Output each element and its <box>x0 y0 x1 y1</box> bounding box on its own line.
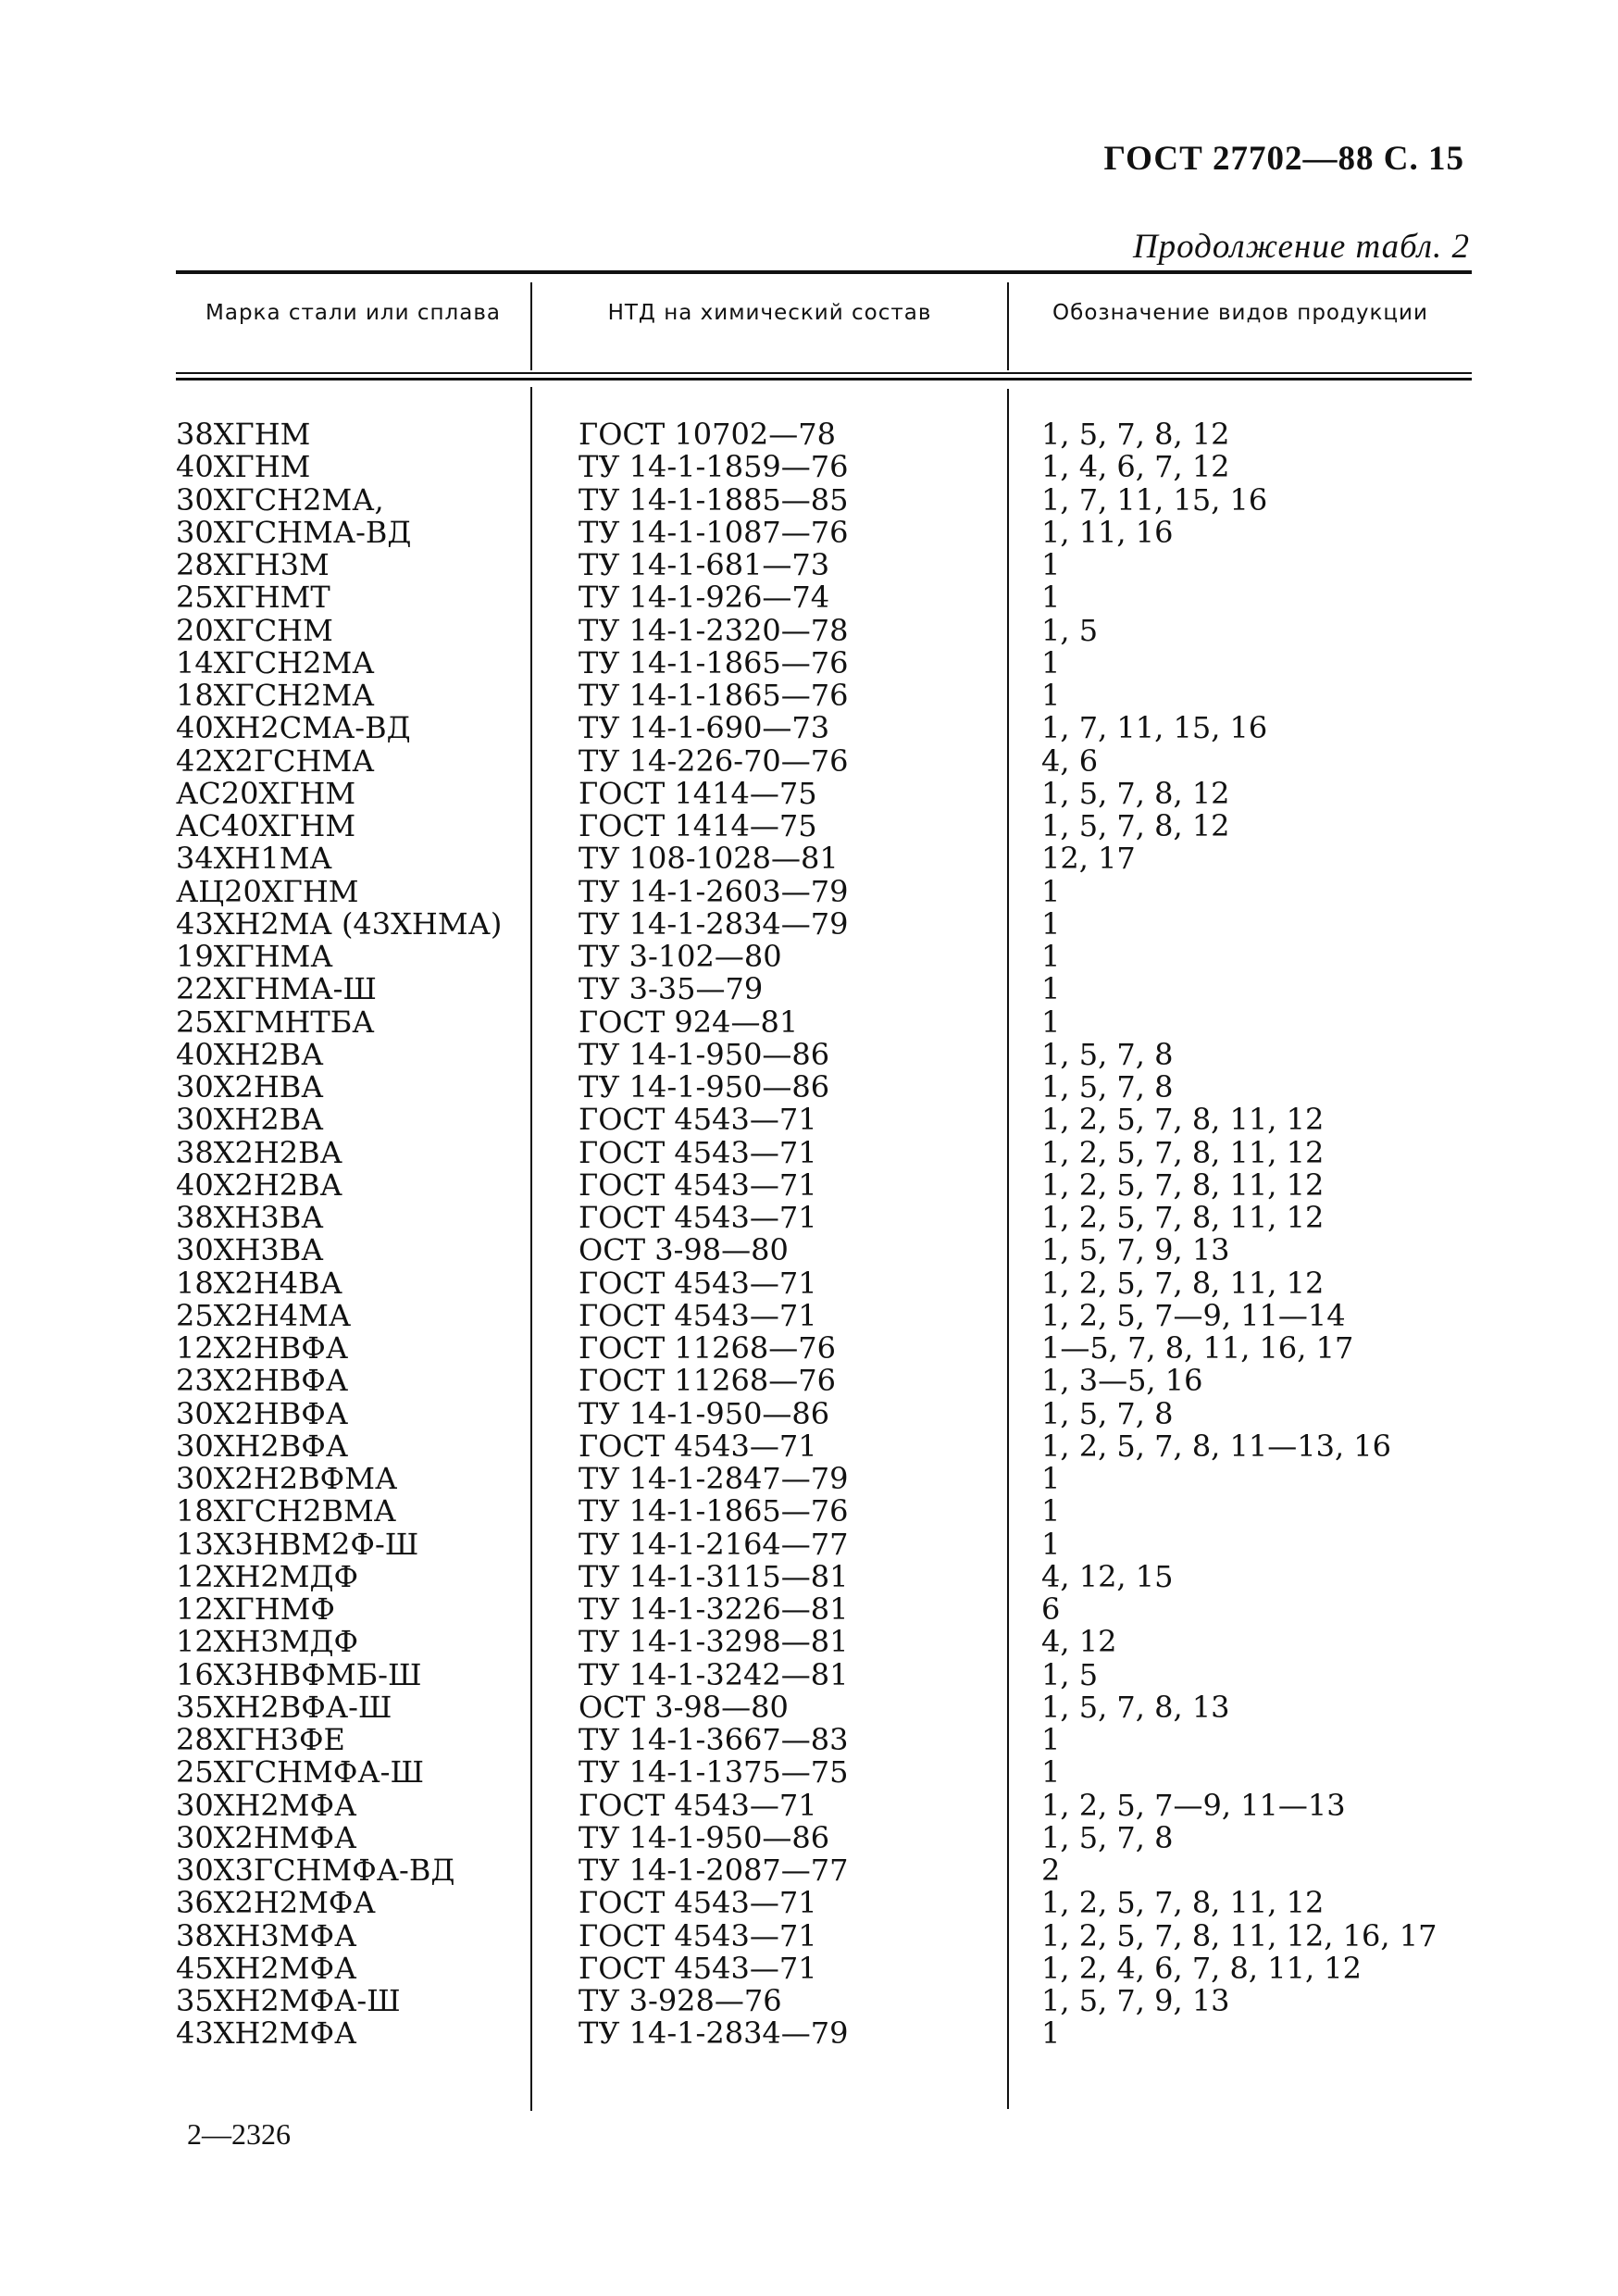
products-cell: 1, 2, 5, 7, 8, 11, 12 <box>1041 1102 1325 1138</box>
products-cell: 1, 7, 11, 15, 16 <box>1041 710 1268 746</box>
table-row <box>176 481 1472 518</box>
products-cell: 1—5, 7, 8, 11, 16, 17 <box>1041 1330 1354 1366</box>
ntd-cell: ТУ 14-1-1859—76 <box>579 449 849 485</box>
products-cell: 1, 5, 7, 8 <box>1041 1819 1174 1855</box>
table-row <box>176 1985 1472 2017</box>
table-row <box>176 1787 1472 1823</box>
table-row <box>176 1071 1472 1104</box>
products-cell: 1, 5, 7, 8 <box>1041 1069 1174 1104</box>
grade-cell: 30ХН2МФА <box>176 1787 357 1823</box>
table-body <box>176 418 1472 2051</box>
products-cell: 1, 2, 5, 7, 8, 11, 12 <box>1041 1200 1325 1235</box>
table-row <box>176 1691 1472 1724</box>
products-cell: 4, 6 <box>1041 742 1099 779</box>
ntd-cell: ГОСТ 1414—75 <box>579 808 817 843</box>
table-row <box>176 1887 1472 1919</box>
products-cell: 1, 2, 5, 7—9, 11—14 <box>1041 1297 1346 1333</box>
products-cell: 1, 7, 11, 15, 16 <box>1041 481 1268 518</box>
products-cell: 1 <box>1041 1754 1061 1791</box>
ntd-cell: ГОСТ 4543—71 <box>579 1917 817 1953</box>
ntd-cell: ТУ 14-1-690—73 <box>579 710 830 746</box>
ntd-cell: ТУ 14-1-926—74 <box>579 580 830 616</box>
table-row <box>176 1463 1472 1495</box>
ntd-cell: ГОСТ 10702—78 <box>579 417 836 452</box>
table-row <box>176 775 1472 811</box>
table-top-rule <box>176 270 1472 274</box>
column-header-products: Обозначение видов продукции <box>1052 301 1428 325</box>
grade-cell: 23Х2НВФА <box>176 1363 349 1399</box>
products-cell: 1, 5, 7, 9, 13 <box>1041 1232 1230 1268</box>
grade-cell: 40ХГНМ <box>176 449 311 485</box>
grade-cell: 35ХН2МФА-Ш <box>176 1983 401 2018</box>
table-row <box>176 1169 1472 1202</box>
ntd-cell: ТУ 14-1-2164—77 <box>579 1526 849 1562</box>
products-cell: 1 <box>1041 939 1061 974</box>
table-row <box>176 1036 1472 1072</box>
ntd-cell: ТУ 14-1-3298—81 <box>579 1624 849 1660</box>
table-row <box>176 680 1472 712</box>
products-cell: 1 <box>1041 580 1061 616</box>
table-row <box>176 1854 1472 1887</box>
table-row <box>176 1626 1472 1658</box>
ntd-cell: ТУ 14-1-2603—79 <box>579 873 849 909</box>
table-row <box>176 1950 1472 1986</box>
grade-cell: 18ХГСН2ВМА <box>176 1493 396 1529</box>
table-row <box>176 549 1472 581</box>
table-row <box>176 1756 1472 1789</box>
ntd-cell: ГОСТ 4543—71 <box>579 1134 817 1170</box>
products-cell: 1 <box>1041 1526 1061 1562</box>
table-row <box>176 1006 1472 1039</box>
grade-cell: 12Х2НВФА <box>176 1330 349 1366</box>
grade-cell: 16Х3НВФМБ-Ш <box>176 1656 422 1692</box>
products-cell: 1, 5, 7, 8, 12 <box>1041 808 1230 843</box>
column-header-ntd: НТД на химический состав <box>607 301 932 325</box>
products-cell: 1, 2, 5, 7, 8, 11, 12 <box>1041 1885 1325 1921</box>
table-row <box>176 941 1472 973</box>
header-double-rule <box>176 378 1472 381</box>
ntd-cell: ОСТ 3-98—80 <box>579 1232 789 1268</box>
ntd-cell: ТУ 14-1-1865—76 <box>579 644 849 680</box>
grade-cell: АЦ20ХГНМ <box>176 873 359 909</box>
ntd-cell: ГОСТ 4543—71 <box>579 1265 817 1301</box>
standard-reference: ГОСТ 27702—88 С. 15 <box>1103 140 1464 178</box>
table-row <box>176 1104 1472 1136</box>
ntd-cell: ТУ 14-1-681—73 <box>579 547 830 582</box>
grade-cell: 35ХН2ВФА-Ш <box>176 1689 392 1725</box>
products-cell: 6 <box>1041 1591 1061 1627</box>
table-row <box>176 1430 1472 1463</box>
products-cell: 1 <box>1041 1004 1061 1040</box>
grade-cell: 30Х3ГСНМФА-ВД <box>176 1853 455 1888</box>
products-cell: 2 <box>1041 1853 1061 1888</box>
products-cell: 1, 11, 16 <box>1041 514 1174 550</box>
grade-cell: 30ХН2ВФА <box>176 1428 349 1464</box>
steel-grades-table <box>176 268 1472 2111</box>
ntd-cell: ТУ 14-1-2834—79 <box>579 905 849 942</box>
table-row <box>176 1495 1472 1528</box>
table-row <box>176 1365 1472 1397</box>
table-row <box>176 973 1472 1005</box>
page-footer-ref: 2—2326 <box>187 2117 291 2151</box>
ntd-cell: ГОСТ 4543—71 <box>579 1102 817 1138</box>
ntd-cell: ТУ 14-1-3667—83 <box>579 1722 849 1757</box>
column-divider <box>1007 282 1009 370</box>
table-row <box>176 1332 1472 1365</box>
grade-cell: 30ХГСНМА-ВД <box>176 514 412 550</box>
ntd-cell: ГОСТ 11268—76 <box>579 1330 836 1366</box>
grade-cell: 12ХН3МДФ <box>176 1624 359 1660</box>
ntd-cell: ТУ 14-1-3115—81 <box>579 1558 849 1594</box>
products-cell: 1, 2, 5, 7, 8, 11, 12, 16, 17 <box>1041 1917 1438 1953</box>
products-cell: 1, 4, 6, 7, 12 <box>1041 449 1230 485</box>
ntd-cell: ТУ 14-226-70—76 <box>579 742 849 779</box>
products-cell: 1, 5, 7, 8, 12 <box>1041 775 1230 811</box>
table-row <box>176 1558 1472 1594</box>
ntd-cell: ГОСТ 4543—71 <box>579 1200 817 1235</box>
table-row <box>176 418 1472 451</box>
ntd-cell: ТУ 3-35—79 <box>579 971 764 1007</box>
ntd-cell: ТУ 14-1-3242—81 <box>579 1656 849 1692</box>
table-row <box>176 1819 1472 1855</box>
grade-cell: 12ХН2МДФ <box>176 1558 359 1594</box>
grade-cell: 30Х2Н2ВФМА <box>176 1461 398 1496</box>
ntd-cell: ГОСТ 4543—71 <box>579 1950 817 1986</box>
grade-cell: 28ХГН3ФЕ <box>176 1722 345 1757</box>
ntd-cell: ГОСТ 4543—71 <box>579 1428 817 1464</box>
table-row <box>176 1134 1472 1170</box>
products-cell: 12, 17 <box>1041 841 1136 877</box>
products-cell: 1, 5, 7, 8 <box>1041 1395 1174 1431</box>
ntd-cell: ТУ 14-1-1087—76 <box>579 514 849 550</box>
table-row <box>176 1724 1472 1756</box>
grade-cell: АС20ХГНМ <box>176 775 356 811</box>
grade-cell: 18ХГСН2МА <box>176 678 375 713</box>
products-cell: 1, 3—5, 16 <box>1041 1363 1203 1399</box>
ntd-cell: ТУ 14-1-950—86 <box>579 1395 830 1431</box>
grade-cell: 25ХГНМТ <box>176 580 330 616</box>
table-row <box>176 612 1472 648</box>
ntd-cell: ТУ 14-1-2087—77 <box>579 1853 849 1888</box>
products-cell: 1, 2, 4, 6, 7, 8, 11, 12 <box>1041 1950 1362 1986</box>
ntd-cell: ТУ 3-928—76 <box>579 1983 782 2018</box>
grade-cell: 34ХН1МА <box>176 841 332 877</box>
grade-cell: 38ХН3МФА <box>176 1917 357 1953</box>
grade-cell: 45ХН2МФА <box>176 1950 357 1986</box>
table-row <box>176 2017 1472 2050</box>
products-cell: 1, 5, 7, 9, 13 <box>1041 1983 1230 2018</box>
products-cell: 1, 2, 5, 7, 8, 11, 12 <box>1041 1265 1325 1301</box>
grade-cell: 18Х2Н4ВА <box>176 1265 342 1301</box>
ntd-cell: ТУ 14-1-2847—79 <box>579 1461 849 1496</box>
products-cell: 1 <box>1041 971 1061 1007</box>
products-cell: 1 <box>1041 2015 1061 2052</box>
ntd-cell: ГОСТ 4543—71 <box>579 1787 817 1823</box>
grade-cell: 14ХГСН2МА <box>176 644 375 680</box>
table-row <box>176 742 1472 779</box>
ntd-cell: ТУ 14-1-2320—78 <box>579 612 849 648</box>
products-cell: 1, 5, 7, 8, 13 <box>1041 1689 1230 1725</box>
ntd-cell: ГОСТ 11268—76 <box>579 1363 836 1399</box>
table-row <box>176 1234 1472 1267</box>
table-row <box>176 1917 1472 1953</box>
ntd-cell: ГОСТ 4543—71 <box>579 1167 817 1203</box>
products-cell: 1, 5, 7, 8 <box>1041 1036 1174 1072</box>
ntd-cell: ГОСТ 4543—71 <box>579 1885 817 1921</box>
products-cell: 1 <box>1041 1722 1061 1757</box>
grade-cell: 25Х2Н4МА <box>176 1297 352 1333</box>
grade-cell: 40ХН2ВА <box>176 1036 324 1072</box>
grade-cell: 25ХГСНМФА-Ш <box>176 1754 424 1791</box>
grade-cell: 22ХГНМА-Ш <box>176 971 377 1007</box>
grade-cell: 20ХГСНМ <box>176 612 333 648</box>
grade-cell: АС40ХГНМ <box>176 808 356 843</box>
ntd-cell: ОСТ 3-98—80 <box>579 1689 789 1725</box>
column-divider <box>530 282 532 370</box>
table-row <box>176 905 1472 942</box>
grade-cell: 30ХН3ВА <box>176 1232 324 1268</box>
grade-cell: 30ХН2ВА <box>176 1102 324 1138</box>
products-cell: 1, 5 <box>1041 1656 1099 1692</box>
table-row <box>176 451 1472 483</box>
column-header-grade: Марка стали или сплава <box>205 301 501 325</box>
ntd-cell: ТУ 14-1-950—86 <box>579 1036 830 1072</box>
ntd-cell: ГОСТ 1414—75 <box>579 775 817 811</box>
grade-cell: 38ХГНМ <box>176 417 311 452</box>
grade-cell: 43ХН2МА (43ХНМА) <box>176 905 503 942</box>
products-cell: 1 <box>1041 1461 1061 1496</box>
products-cell: 1 <box>1041 547 1061 582</box>
grade-cell: 40ХН2СМА-ВД <box>176 710 411 746</box>
table-row <box>176 644 1472 680</box>
grade-cell: 19ХГНМА <box>176 939 333 974</box>
grade-cell: 30ХГСН2МА, <box>176 481 384 518</box>
products-cell: 1, 2, 5, 7—9, 11—13 <box>1041 1787 1346 1823</box>
ntd-cell: ТУ 14-1-3226—81 <box>579 1591 849 1627</box>
ntd-cell: ТУ 14-1-1865—76 <box>579 678 849 713</box>
grade-cell: 12ХГНМФ <box>176 1591 335 1627</box>
ntd-cell: ГОСТ 4543—71 <box>579 1297 817 1333</box>
table-row <box>176 873 1472 909</box>
ntd-cell: ТУ 14-1-1375—75 <box>579 1754 849 1791</box>
grade-cell: 25ХГМНТБА <box>176 1004 375 1040</box>
table-row <box>176 1656 1472 1692</box>
ntd-cell: ТУ 14-1-2834—79 <box>579 2015 849 2052</box>
products-cell: 1, 2, 5, 7, 8, 11, 12 <box>1041 1167 1325 1203</box>
products-cell: 1 <box>1041 905 1061 942</box>
grade-cell: 40Х2Н2ВА <box>176 1167 342 1203</box>
grade-cell: 28ХГН3М <box>176 547 330 582</box>
ntd-cell: ТУ 14-1-950—86 <box>579 1819 830 1855</box>
ntd-cell: ТУ 14-1-950—86 <box>579 1069 830 1104</box>
table-row <box>176 1267 1472 1300</box>
products-cell: 1, 2, 5, 7, 8, 11—13, 16 <box>1041 1428 1392 1464</box>
table-row <box>176 514 1472 550</box>
products-cell: 1, 5, 7, 8, 12 <box>1041 417 1230 452</box>
products-cell: 1 <box>1041 1493 1061 1529</box>
grade-cell: 42Х2ГСНМА <box>176 742 375 779</box>
ntd-cell: ТУ 3-102—80 <box>579 939 782 974</box>
table-row <box>176 712 1472 744</box>
ntd-cell: ТУ 14-1-1865—76 <box>579 1493 849 1529</box>
header-double-rule <box>176 372 1472 374</box>
table-row <box>176 1593 1472 1626</box>
grade-cell: 38ХН3ВА <box>176 1200 324 1235</box>
products-cell: 4, 12 <box>1041 1624 1117 1660</box>
products-cell: 1 <box>1041 873 1061 909</box>
table-row <box>176 1526 1472 1562</box>
grade-cell: 30Х2НМФА <box>176 1819 357 1855</box>
grade-cell: 30Х2НВФА <box>176 1395 349 1431</box>
products-cell: 1, 5 <box>1041 612 1099 648</box>
table-row <box>176 810 1472 842</box>
grade-cell: 38Х2Н2ВА <box>176 1134 342 1170</box>
ntd-cell: ГОСТ 924—81 <box>579 1004 799 1040</box>
table-row <box>176 1297 1472 1333</box>
grade-cell: 13Х3НВМ2Ф-Ш <box>176 1526 419 1562</box>
products-cell: 4, 12, 15 <box>1041 1558 1174 1594</box>
table-row <box>176 1395 1472 1431</box>
table-row <box>176 1202 1472 1234</box>
ntd-cell: ТУ 14-1-1885—85 <box>579 481 849 518</box>
table-continuation-label: Продолжение табл. 2 <box>1132 228 1470 266</box>
grade-cell: 43ХН2МФА <box>176 2015 357 2052</box>
grade-cell: 30Х2НВА <box>176 1069 324 1104</box>
grade-cell: 36Х2Н2МФА <box>176 1885 376 1921</box>
products-cell: 1 <box>1041 644 1061 680</box>
table-row <box>176 581 1472 614</box>
products-cell: 1, 2, 5, 7, 8, 11, 12 <box>1041 1134 1325 1170</box>
table-row <box>176 842 1472 875</box>
products-cell: 1 <box>1041 678 1061 713</box>
ntd-cell: ТУ 108-1028—81 <box>579 841 839 877</box>
